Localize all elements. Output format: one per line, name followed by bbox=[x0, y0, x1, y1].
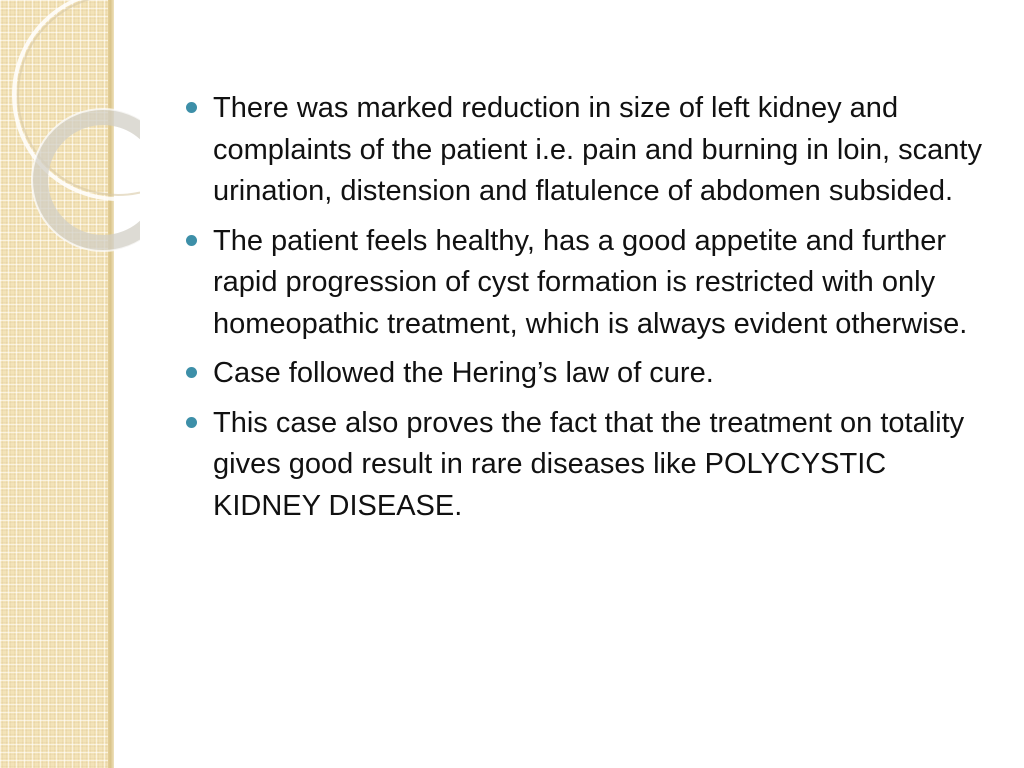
bullet-item bbox=[186, 403, 996, 528]
bullet-text: There was marked reduction in size of left kidney and complaints of the patient i.e. pain and burning in loin, scanty urination, distension and flatulence of abdomen subsided. bbox=[213, 92, 982, 207]
circle-bullet-icon bbox=[186, 102, 197, 113]
decorative-rings-graphic bbox=[0, 0, 140, 260]
bullet-text: Case followed the Hering’s law of cure. bbox=[213, 357, 714, 389]
bullet-item bbox=[186, 353, 996, 395]
bullet-list bbox=[186, 88, 996, 527]
bullet-text: The patient feels healthy, has a good appetite and further rapid progression of cyst formation is restricted with only homeopathic treatment, which is always evident otherwise. bbox=[213, 224, 968, 340]
bullet-item bbox=[186, 221, 996, 346]
circle-bullet-icon bbox=[186, 367, 197, 378]
circle-bullet-icon bbox=[186, 235, 197, 246]
bullet-item bbox=[186, 88, 996, 213]
circle-bullet-icon bbox=[186, 417, 197, 428]
bullet-text: This case also proves the fact that the treatment on totality gives good result in rare diseases like POLYCYSTIC KIDNEY DISEASE. bbox=[213, 406, 965, 522]
slide-content bbox=[186, 88, 996, 535]
